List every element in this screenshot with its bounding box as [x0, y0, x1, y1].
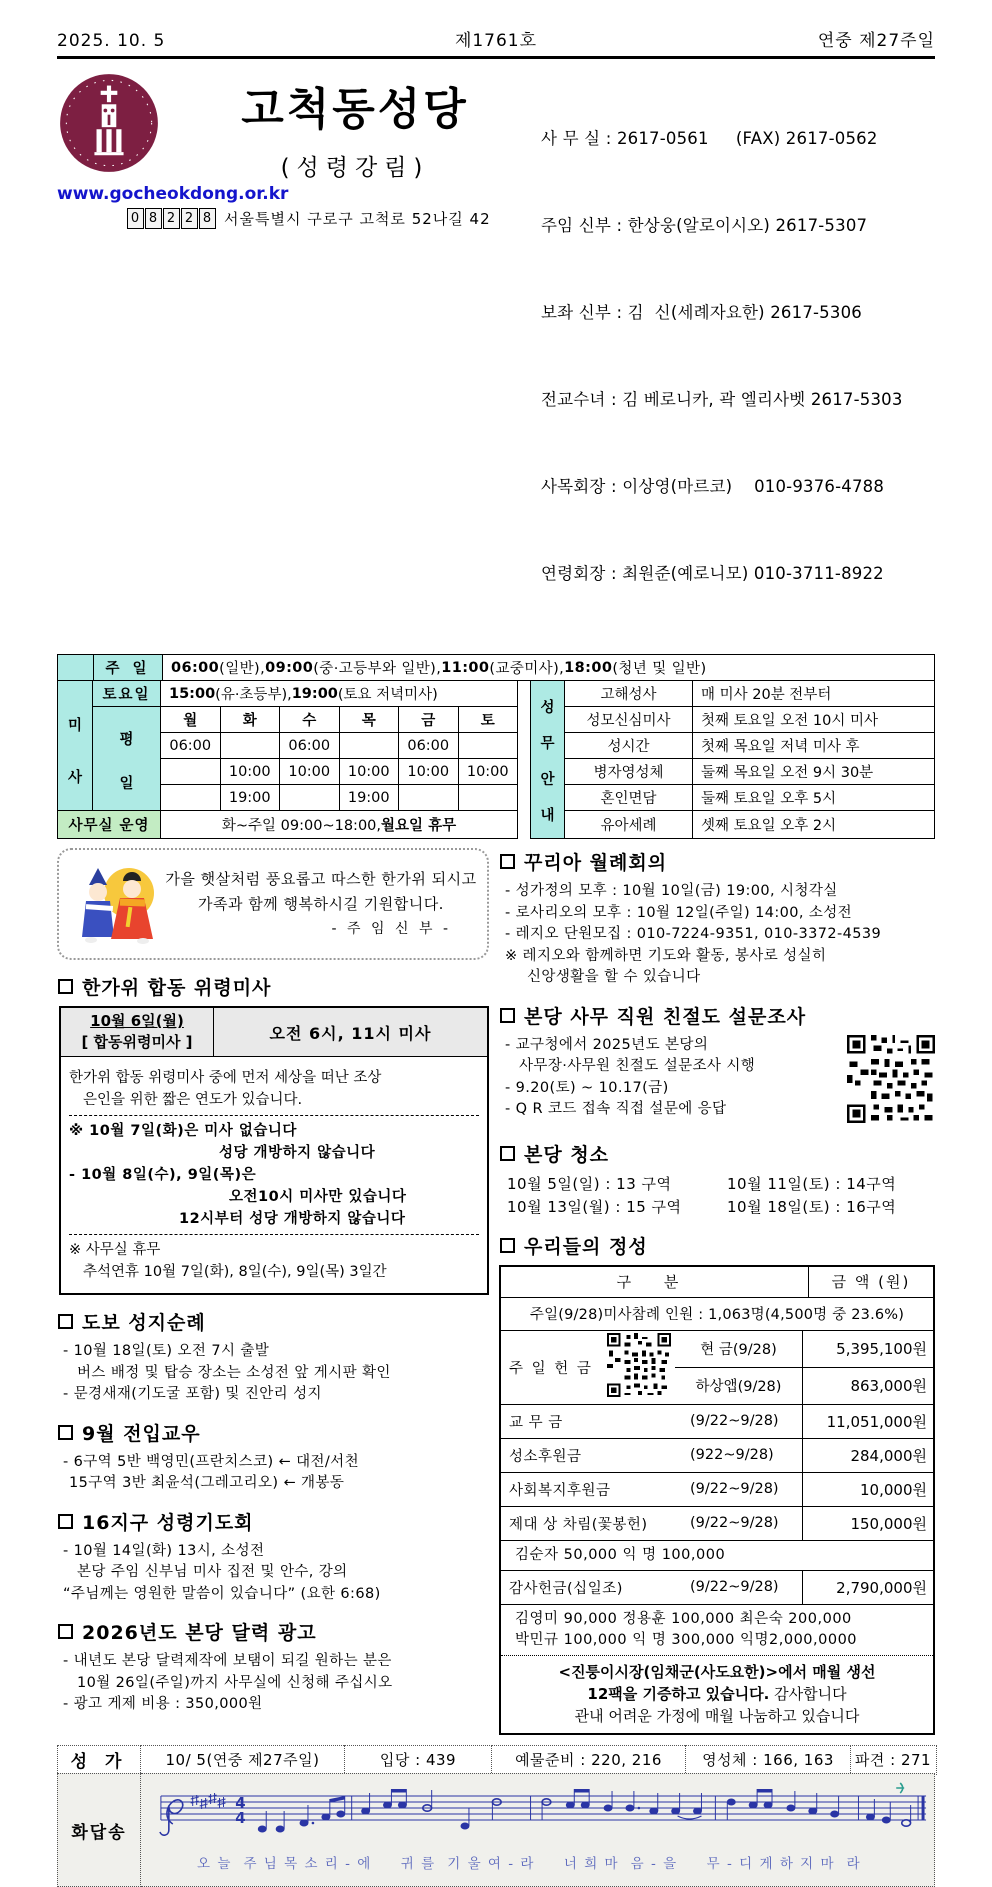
- greeting-text: [165, 867, 477, 942]
- mass-time-cell: [399, 785, 459, 811]
- section-line: - Q R 코드 접속 직접 설문에 응답: [505, 1099, 847, 1121]
- section-line: ※ 레지오와 함께하면 기도와 활동, 봉사로 성실히: [505, 946, 935, 968]
- section-title-curia: 꾸리아 월례회의: [499, 848, 935, 875]
- mass-time-cell: [459, 733, 519, 759]
- mass-time-cell: 19:00: [340, 785, 400, 811]
- contact-line: 전교수녀 : 김 베로니카, 곽 엘리사벳 2617-5303: [541, 385, 935, 414]
- right-column: [499, 848, 935, 1735]
- postal-code-box: 0: [127, 208, 144, 229]
- offering-row: 교 무 금 (9/22~9/28) 11,051,000원: [501, 1405, 933, 1439]
- svg-text:4: 4: [235, 1809, 245, 1827]
- church-name: 고척동성당: [169, 73, 541, 137]
- section-bullet-icon: [58, 1314, 73, 1329]
- hymn-communion: 영성체 : 166, 163: [685, 1745, 851, 1775]
- services-table: [530, 681, 935, 839]
- postal-code-box: 8: [199, 208, 216, 229]
- mass-time-cell: [459, 785, 519, 811]
- postal-code-box: 2: [163, 208, 180, 229]
- memorial-notice: ※ 10월 7일(화)은 미사 없습니다 성당 개방하지 않습니다 - 10월 8일(수), 9일(목)은 오전10시 미사만 있습니다 12시부터 성당 개방하지 않습니다: [69, 1115, 479, 1234]
- address-row: [127, 208, 541, 229]
- section-line: 15구역 3반 최윤석(그레고리오) ← 개봉동: [69, 1473, 489, 1495]
- gratitude-donors-row: 김영미 90,000 정용훈 100,000 최은숙 200,000 박민규 100,000 익 명 300,000 익명2,000,0000: [501, 1605, 933, 1655]
- section-bullet-icon: [58, 1425, 73, 1440]
- section-line: - 성가정의 모후 : 10월 10일(금) 19:00, 시청각실: [505, 881, 935, 903]
- address: 서울특별시 구로구 고척로 52나길 42: [224, 208, 491, 229]
- hymn-psalm-block: [57, 1745, 935, 1887]
- psalm-lyrics: 오 늘 주 님 목 소 리 - 에 귀 를 기 울 여 - 라 너 희 마 음 - 을 무 - 디 게 하 지 마 라: [197, 1852, 932, 1872]
- mass-time-cell: 06:00: [161, 733, 221, 759]
- offering-row: 하상앱(9/28) 863,000원: [675, 1368, 933, 1404]
- service-info: 첫째 토요일 오전 10시 미사: [693, 707, 935, 733]
- section-line: - 문경새재(기도굴 포함) 및 진안리 성지: [63, 1384, 489, 1406]
- memorial-table: [59, 1006, 489, 1295]
- office-hours-label: 사무실 운영: [58, 811, 161, 839]
- contact-line: 사목회장 : 이상영(마르코) 010-9376-4788: [541, 472, 935, 501]
- website-link[interactable]: www.gocheokdong.or.kr: [57, 184, 541, 204]
- mass-time-cell: 06:00: [280, 733, 340, 759]
- mass-time-cell: [280, 785, 340, 811]
- mass-time-cell: [161, 759, 221, 785]
- section-line: - 로사리오의 모후 : 10월 12일(주일) 14:00, 소성전: [505, 903, 935, 925]
- cleaning-row: 10월 13일(월) : 15 구역 10월 18일(토) : 16구역: [507, 1196, 935, 1219]
- service-name: 성시간: [565, 733, 693, 759]
- section-bullet-icon: [500, 1146, 515, 1161]
- section-line: 본당 주임 신부님 미사 집전 및 안수, 강의: [77, 1562, 489, 1584]
- donation-thanks-note: <진퉁이시장(임채군(사도요한)>에서 매월 생선 12팩을 기증하고 있습니다. 감사합니다 관내 어려운 가정에 매월 나눔하고 있습니다: [501, 1655, 933, 1733]
- hymn-label: 성 가: [57, 1745, 141, 1775]
- day-header: 목: [340, 707, 400, 733]
- section-line: 버스 배정 및 탑승 장소는 소성전 앞 게시판 확인: [77, 1363, 489, 1385]
- offering-row: 사회복지후원금 (9/22~9/28) 10,000원: [501, 1473, 933, 1507]
- section-title-survey: 본당 사무 직원 친절도 설문조사: [499, 1002, 935, 1029]
- masthead-date: 2025. 10. 5: [57, 31, 277, 51]
- greeting-box: [57, 848, 489, 960]
- section-line: - 6구역 5반 백영민(프란치스코) ← 대전/서천: [63, 1452, 489, 1474]
- left-column: [57, 848, 489, 1735]
- section-line: - 레지오 단원모집 : 010-7224-9351, 010-3372-4539: [505, 924, 935, 946]
- offerings-table: [499, 1265, 935, 1735]
- contact-list: [541, 63, 935, 646]
- section-line: - 광고 게제 비용 : 350,000원: [63, 1694, 489, 1716]
- hymn-bar: [57, 1745, 935, 1775]
- psalm-label: 화답송: [57, 1773, 141, 1887]
- saturday-label: 토요일: [93, 681, 161, 707]
- section-line: 10월 26일(주일)까지 사무실에 신청해 주십시오: [77, 1673, 489, 1695]
- church-logo-seal: [57, 71, 161, 175]
- contact-line: 사 무 실 : 2617-0561 (FAX) 2617-0562: [541, 124, 935, 153]
- psalm-bar: [57, 1773, 935, 1887]
- mass-time-cell: [161, 785, 221, 811]
- section-bullet-icon: [58, 979, 73, 994]
- mass-time-cell: 10:00: [340, 759, 400, 785]
- section-line: - 10월 14일(화) 13시, 소성전: [63, 1541, 489, 1563]
- section-title-pilgrimage: 도보 성지순례: [57, 1308, 489, 1335]
- hymn-offertory: 예물준비 : 220, 216: [491, 1745, 687, 1775]
- mass-time-cell: [221, 733, 281, 759]
- greeting-line: 가을 햇살처럼 풍요롭고 따스한 한가위 되시고: [165, 867, 477, 892]
- mass-vertical-label: 미사: [58, 681, 93, 811]
- issue-number: 제1761호: [277, 26, 715, 51]
- office-hours-value: 화~주일 09:00~18:00, 월요일 휴무: [161, 811, 518, 839]
- memorial-time-cell: 오전 6시, 11시 미사: [214, 1008, 487, 1056]
- notes: [258, 1789, 910, 1832]
- sunday-offering-rows: [501, 1331, 933, 1405]
- music-staff: [145, 1780, 932, 1846]
- service-info: 매 미사 20분 전부터: [693, 681, 935, 707]
- section-line: 사무장·사무원 친절도 설문조사 시행: [519, 1056, 847, 1078]
- offerings-header-row: 구 분 금 액 (원): [501, 1267, 933, 1298]
- section-title-prayer-meeting: 16지구 성령기도회: [57, 1508, 489, 1535]
- service-name: 고해성사: [565, 681, 693, 707]
- saturday-times: 15:00 (유·초등부), 19:00 (토요 저녁미사): [161, 681, 518, 707]
- section-line: - 9.20(토) ~ 10.17(금): [505, 1078, 847, 1100]
- ornament-icon: [896, 1783, 904, 1793]
- cleaning-row: 10월 5일(일) : 13 구역 10월 11일(토) : 14구역: [507, 1173, 935, 1196]
- contact-line: 보좌 신부 : 김 신(세례자요한) 2617-5306: [541, 298, 935, 327]
- day-header: 토: [459, 707, 519, 733]
- section-bullet-icon: [58, 1514, 73, 1529]
- section-title-calendar-ad: 2026년도 본당 달력 광고: [57, 1618, 489, 1645]
- day-header: 월: [161, 707, 221, 733]
- section-line: - 내년도 본당 달력제작에 보탬이 되길 원하는 분은: [63, 1651, 489, 1673]
- sunday-mass-row: [57, 654, 935, 681]
- mass-schedule-block: [57, 654, 935, 839]
- hanbok-children-illustration: [69, 861, 165, 947]
- section-bullet-icon: [500, 854, 515, 869]
- service-info: 첫째 목요일 저녁 미사 후: [693, 733, 935, 759]
- mass-time-cell: 06:00: [399, 733, 459, 759]
- section-title-offerings: 우리들의 정성: [499, 1232, 935, 1259]
- attendance-row: 주일(9/28)미사참례 인원 : 1,063명(4,500명 중 23.6%): [501, 1298, 933, 1331]
- mass-time-cell: [340, 733, 400, 759]
- hymn-entrance: 입당 : 439: [344, 1745, 492, 1775]
- sunday-offering-label: 주 일 헌 금: [501, 1357, 603, 1378]
- offering-row: 제대 상 차림(꽃봉헌) (9/22~9/28) 150,000원: [501, 1507, 933, 1541]
- section-line: “주님께는 영원한 말씀이 있습니다” (요한 6:68): [63, 1584, 489, 1606]
- sunday-times: 06:00 (일반), 09:00 (중·고등부와 일반), 11:00 (교중미사), 18:00 (청년 및 일반): [163, 655, 934, 680]
- section-title-cleaning: 본당 청소: [499, 1140, 935, 1167]
- contact-line: 연령회장 : 최원준(예로니모) 010-3711-8922: [541, 559, 935, 588]
- offering-row: 현 금(9/28) 5,395,100원: [675, 1331, 933, 1368]
- weekday-mass-table: [57, 681, 518, 839]
- service-name: 병자영성체: [565, 759, 693, 785]
- service-info: 둘째 토요일 오후 5시: [693, 785, 935, 811]
- survey-qr-code: [847, 1035, 935, 1127]
- offering-row: 성소후원금 (922~9/28) 284,000원: [501, 1439, 933, 1473]
- service-name: 유아세례: [565, 811, 693, 839]
- mass-label-spacer: [58, 655, 94, 680]
- masthead: [57, 26, 935, 59]
- section-line: - 10월 18일(토) 오전 7시 출발: [63, 1341, 489, 1363]
- flower-donors-row: 김순자 50,000 익 명 100,000: [501, 1541, 933, 1571]
- section-line: 신앙생활을 할 수 있습니다: [527, 967, 935, 989]
- mass-time-cell: 10:00: [459, 759, 519, 785]
- service-info: 셋째 토요일 오후 2시: [693, 811, 935, 839]
- hymn-date: 10/ 5(연중 제27주일): [140, 1745, 346, 1775]
- mass-time-cell: 10:00: [280, 759, 340, 785]
- offering-qr-code: [603, 1331, 675, 1403]
- memorial-desc: 한가위 합동 위령미사 중에 먼저 세상을 떠난 조상 은인을 위한 짧은 연도가 있습니다.: [69, 1063, 479, 1115]
- section-line: - 교구청에서 2025년도 본당의: [505, 1035, 847, 1057]
- service-info: 둘째 목요일 오전 9시 30분: [693, 759, 935, 785]
- contact-line: 주임 신부 : 한상웅(알로이시오) 2617-5307: [541, 211, 935, 240]
- day-header: 화: [221, 707, 281, 733]
- offering-row: 감사헌금(십일조) (9/22~9/28) 2,790,000원: [501, 1571, 933, 1605]
- services-vertical-label: 성무안내: [531, 681, 565, 839]
- memorial-date-cell: 10월 6일(월) [ 합동위령미사 ]: [61, 1008, 214, 1056]
- sunday-label: 주 일: [94, 655, 163, 680]
- svg-text:4: 4: [235, 1794, 245, 1812]
- mass-time-cell: 10:00: [221, 759, 281, 785]
- memorial-office-closure: ※ 사무실 휴무 추석연휴 10월 7일(화), 8일(수), 9일(목) 3일간: [69, 1234, 479, 1287]
- day-header: 금: [399, 707, 459, 733]
- header: [57, 63, 935, 646]
- day-header: 수: [280, 707, 340, 733]
- hymn-dismissal: 파견 : 271: [850, 1745, 937, 1775]
- greeting-line: 가족과 함께 행복하시길 기원합니다.: [165, 892, 477, 917]
- treble-clef-icon: [160, 1800, 183, 1835]
- mass-time-cell: 10:00: [399, 759, 459, 785]
- service-name: 성모신심미사: [565, 707, 693, 733]
- church-logo: [57, 63, 169, 182]
- section-bullet-icon: [500, 1008, 515, 1023]
- church-subtitle: (성령강림): [169, 149, 541, 182]
- section-bullet-icon: [500, 1238, 515, 1253]
- greeting-signature: - 주 임 신 부 -: [165, 917, 477, 942]
- postal-code-box: 8: [145, 208, 162, 229]
- weekday-vertical-label: 평일: [93, 707, 161, 811]
- liturgical-week: 연중 제27주일: [715, 26, 935, 51]
- postal-code-box: 2: [181, 208, 198, 229]
- section-title-newcomers: 9월 전입교우: [57, 1419, 489, 1446]
- section-title-memorial: 한가위 합동 위령미사: [57, 973, 489, 1000]
- service-name: 혼인면담: [565, 785, 693, 811]
- section-bullet-icon: [58, 1624, 73, 1639]
- mass-time-cell: 19:00: [221, 785, 281, 811]
